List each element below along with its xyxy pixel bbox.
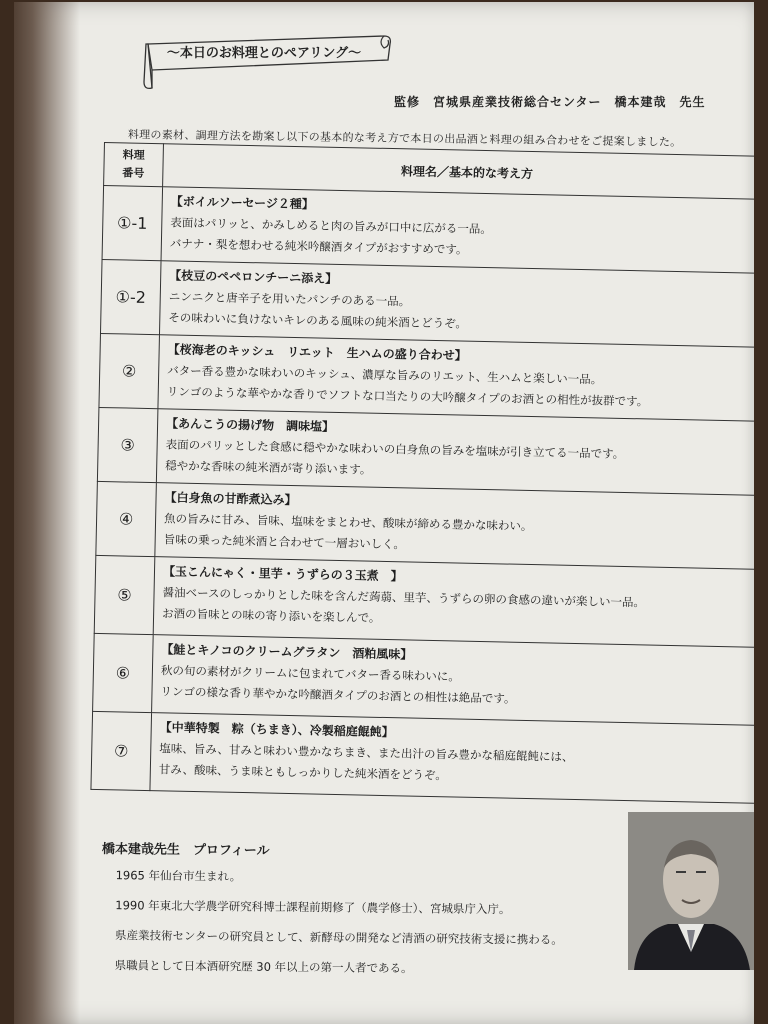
dish-description: バナナ・梨を想わせる純米吟醸酒タイプがおすすめです。	[169, 236, 468, 257]
dish-cell	[155, 483, 754, 570]
profile-line: 1965 年仙台市生まれ。	[115, 868, 242, 884]
dish-name: 【白身魚の甘酢煮込み】	[164, 490, 297, 508]
dish-name: 【鮭とキノコのクリームグラタン 酒粕風味】	[161, 642, 413, 662]
title-banner	[134, 30, 394, 88]
dish-number: ①-1	[102, 186, 163, 261]
dish-number: ②	[99, 333, 160, 408]
table-row	[97, 407, 754, 495]
table-row	[99, 333, 754, 421]
table-row	[100, 259, 754, 347]
dish-cell	[158, 335, 754, 422]
banner-title: ～本日のお料理とのペアリング～	[166, 46, 362, 61]
dish-description: 塩味、旨み、甘みと味わい豊かなちまき、また出汁の旨み豊かな稲庭餛飩には、	[159, 741, 574, 764]
dish-cell	[156, 409, 754, 496]
dish-number: ⑥	[93, 633, 154, 712]
dish-cell	[161, 187, 754, 274]
profile-line: 1990 年東北大学農学研究科博士課程前期修了（農学修士）、宮城県庁入庁。	[115, 898, 511, 917]
dish-description: 表面はパリッと、かみしめると肉の旨みが口中に広がる一品。	[170, 215, 492, 237]
profile-section	[100, 838, 622, 992]
dish-description: バター香る豊かな味わいのキッシュ、濃厚な旨みのリエット、生ハムと楽しい一品。	[167, 363, 603, 387]
dish-description: 醤油ベースのしっかりとした味を含んだ蒟蒻、里芋、うずらの卵の食感の違いが楽しい一品。	[162, 585, 646, 610]
binding-shadow	[14, 2, 80, 1024]
intro-text: 料理の素材、調理方法を勘案し以下の基本的な考え方で本日の出品酒と料理の組み合わせをご提案しました。	[127, 127, 682, 149]
dish-description: 秋の旬の素材がクリームに包まれてバター香る味わいに。	[160, 663, 461, 684]
portrait-photo	[628, 812, 754, 970]
dish-name: 【桜海老のキッシュ リエット 生ハムの盛り合わせ】	[167, 342, 467, 363]
profile-title: 橋本建哉先生 プロフィール	[101, 841, 270, 859]
dish-description: リンゴの様な香り華やかな吟醸酒タイプのお酒との相性は絶品です。	[160, 684, 516, 706]
dish-name: 【玉こんにゃく・里芋・うずらの３玉煮 】	[162, 564, 403, 584]
header-dish-number: 料理 番号	[104, 143, 164, 187]
dish-name: 【枝豆のペペロンチーニ添え】	[169, 268, 338, 286]
dish-description: お酒の旨味との味の寄り添いを楽しんで。	[161, 606, 381, 625]
table-row	[94, 555, 754, 647]
header-dish-name: 料理名／基本的な考え方	[163, 144, 754, 200]
dish-description: 魚の旨みに甘み、旨味、塩味をまとわせ、酸味が締める豊かな味わい。	[163, 511, 533, 534]
dish-number: ⑦	[91, 711, 152, 790]
table-row	[91, 711, 754, 803]
dish-cell	[150, 713, 754, 804]
dish-cell	[152, 635, 754, 726]
dish-number: ⑤	[94, 555, 155, 634]
dish-description: 旨味の乗った純米酒と合わせて一層おいしく。	[163, 532, 406, 552]
dish-cell	[159, 261, 754, 348]
dish-name: 【あんこうの揚げ物 調味塩】	[165, 416, 335, 434]
dish-description: 甘み、酸味、うま味ともしっかりした純米酒をどうぞ。	[158, 762, 447, 783]
dish-description: その味わいに負けないキレのある風味の純米酒とどうぞ。	[168, 310, 468, 331]
dish-name: 【中華特製 粽（ちまき）、冷製稲庭餛飩】	[159, 720, 394, 740]
dish-number: ①-2	[100, 259, 161, 334]
scroll-banner-icon	[134, 30, 394, 92]
dish-description: ニンニクと唐辛子を用いたパンチのある一品。	[168, 289, 411, 309]
profile-line: 県産業技術センターの研究員として、新酵母の開発など清酒の研究技術支援に携わる。	[114, 928, 563, 947]
dish-description: 穏やかな香味の純米酒が寄り添います。	[165, 458, 372, 477]
supervisor-line: 監修 宮城県産業技術総合センター 橋本建哉 先生	[394, 95, 706, 109]
dish-description: 表面のパリッとした食感に穏やかな味わいの白身魚の旨みを塩味が引き立てる一品です。	[165, 437, 625, 461]
table-row	[93, 633, 754, 725]
dish-number: ④	[96, 481, 157, 556]
dish-cell	[153, 557, 754, 648]
dish-name: 【ボイルソーセージ２種】	[170, 194, 314, 212]
dish-number: ③	[97, 407, 158, 482]
table-row	[96, 481, 754, 569]
person-portrait-icon	[628, 812, 754, 970]
dish-description: リンゴのような華やかな香りでソフトな口当たりの大吟醸タイプのお酒との相性が抜群です。	[166, 384, 649, 409]
profile-line: 県職員として日本酒研究歴 30 年以上の第一人者である。	[114, 958, 413, 976]
pairing-table	[90, 142, 754, 804]
table-row	[102, 186, 754, 274]
